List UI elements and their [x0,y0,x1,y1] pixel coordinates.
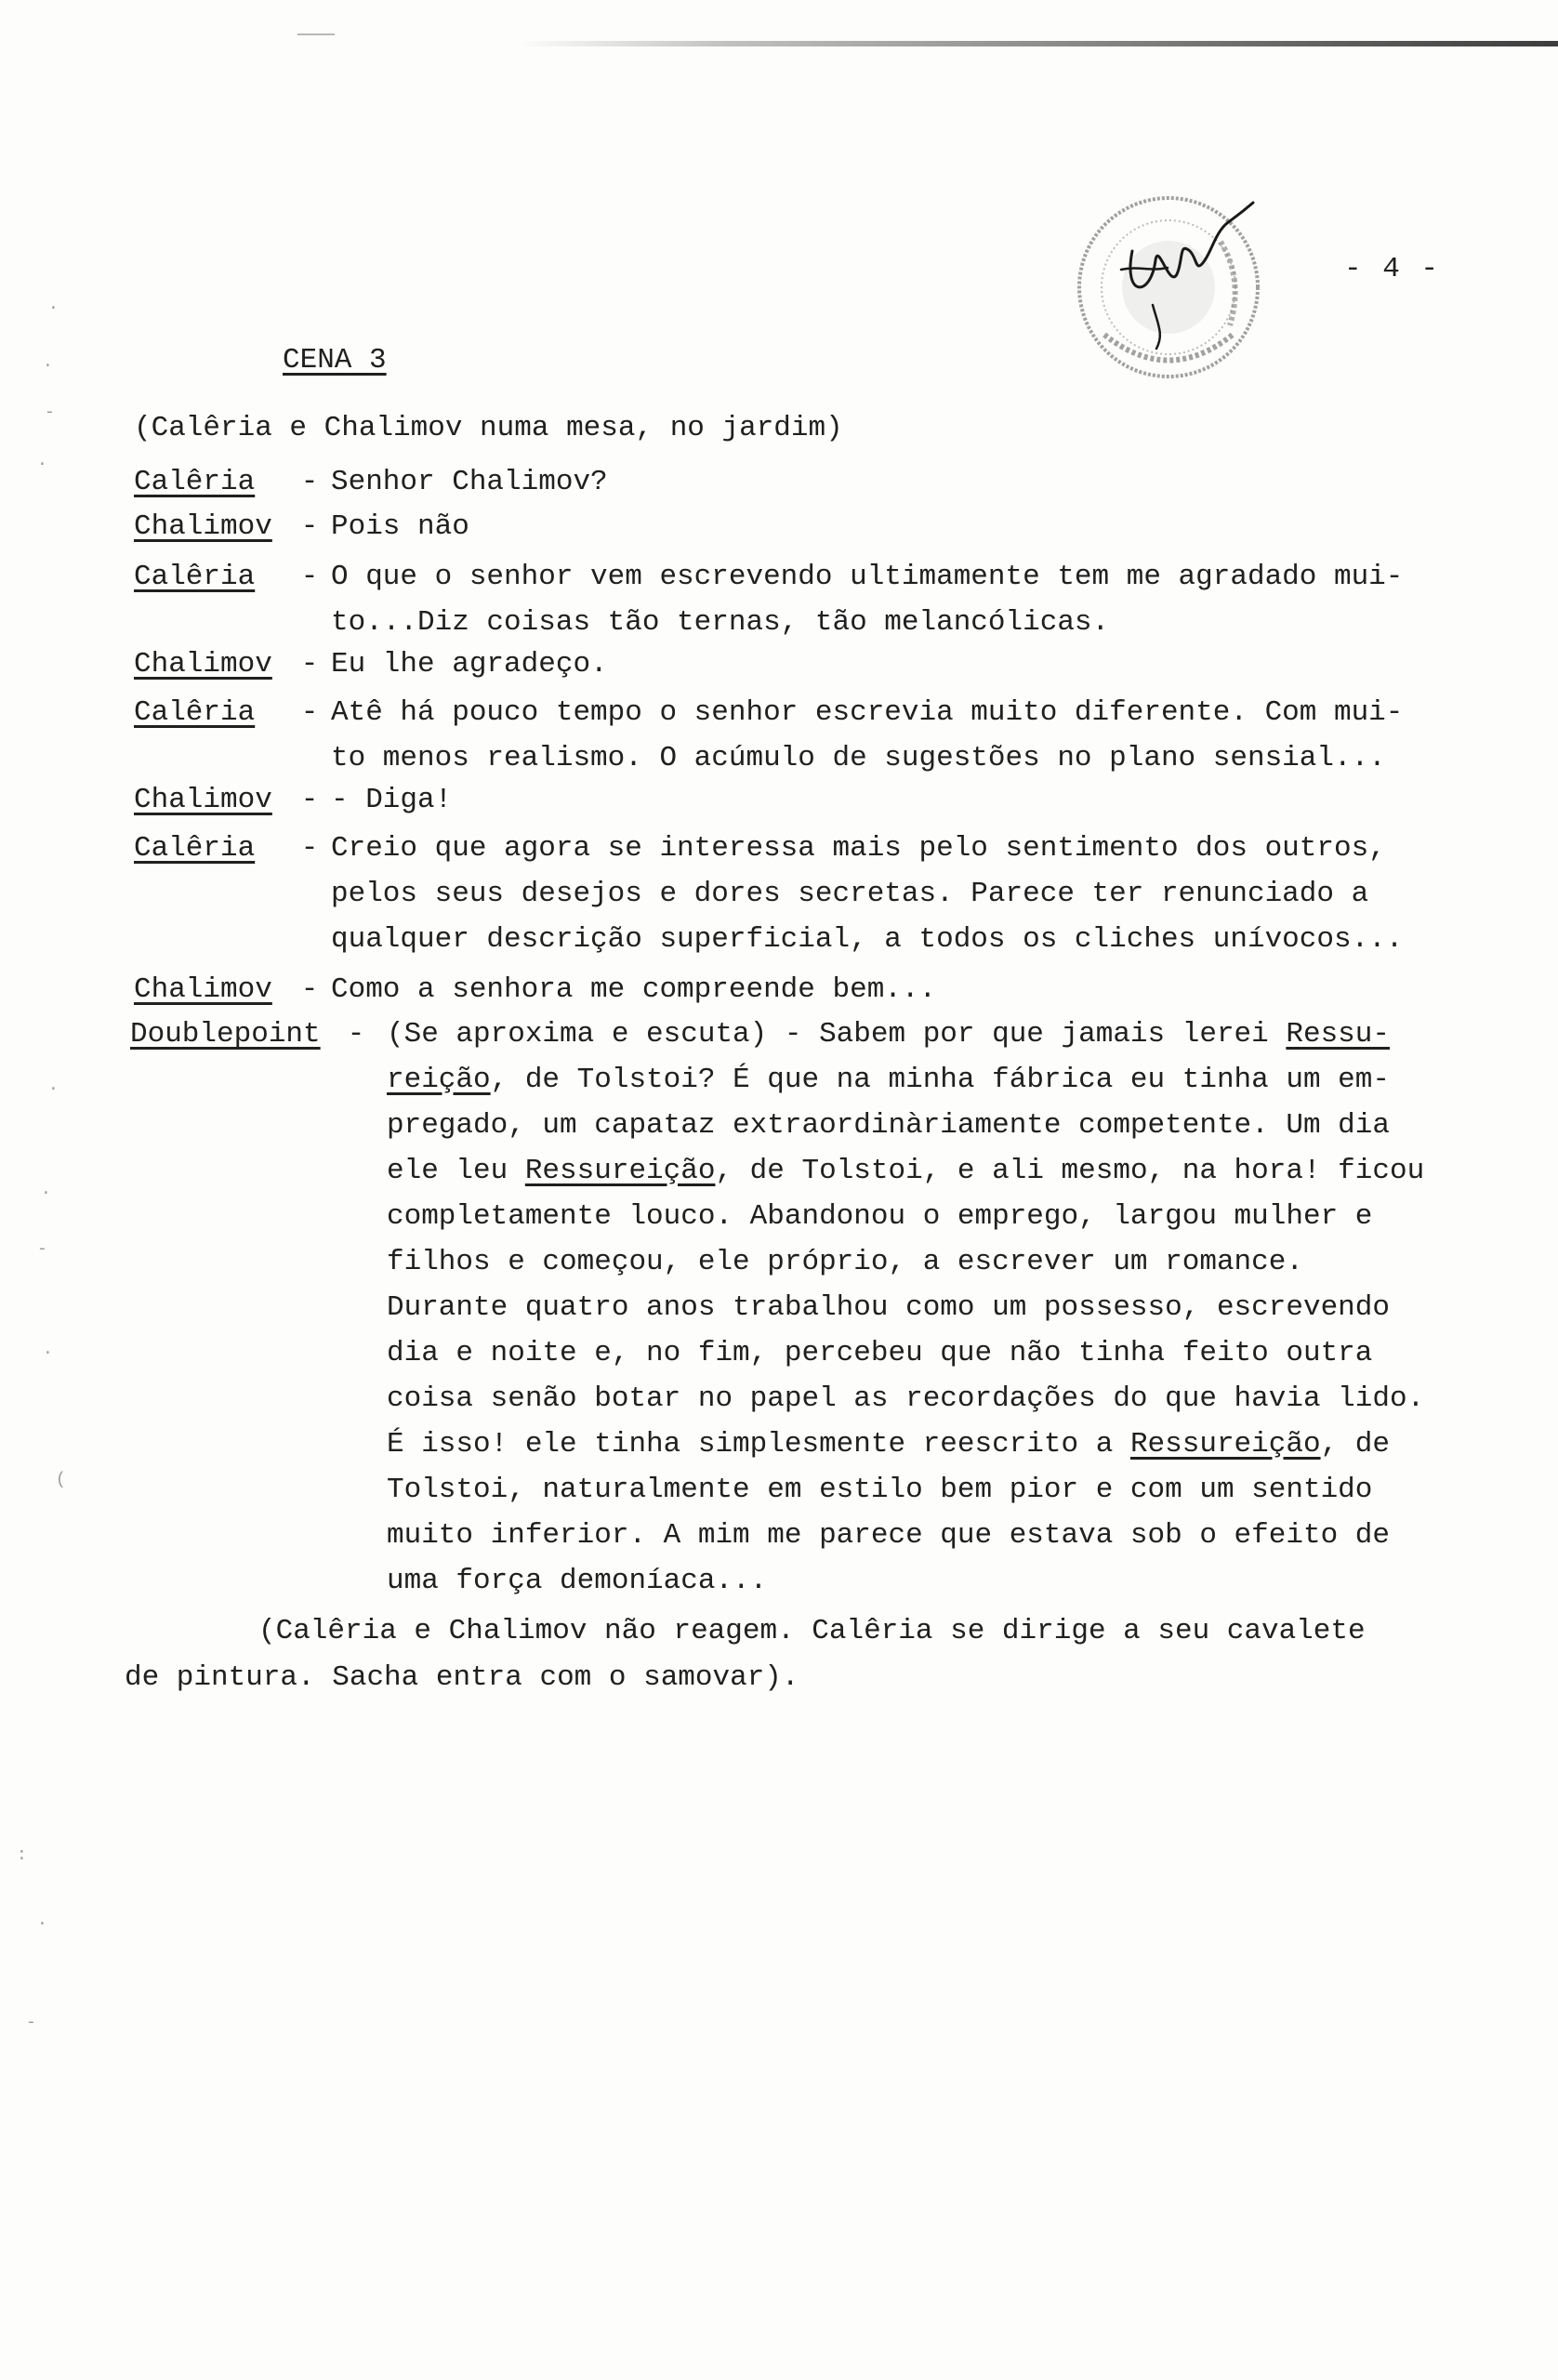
speech-line: to...Diz coisas tão ternas, tão melancólicas. [331,606,1110,639]
speaker-dash: - [300,466,319,498]
scan-speck: · [48,1080,59,1099]
underlined-title: Ressureição [524,1155,716,1187]
scan-speck: ( [56,1471,66,1489]
stage-direction-closing-line2: de pintura. Sacha entra com o samovar). [125,1661,799,1694]
speech-line: É isso! ele tinha simplesmente reescrito a Ressureição, de [387,1428,1390,1461]
speech-line: filhos e começou, ele próprio, a escrever um romance. [387,1246,1303,1278]
speaker-dash: - [300,973,319,1006]
speech-text [331,694,1484,785]
speaker-dash: - [347,1018,365,1051]
speech-line: to menos realismo. O acúmulo de sugestões no plano sensial... [331,742,1386,774]
speech-text [331,558,1484,649]
speaker-name: Chalimov [134,648,272,681]
scan-speck: : [17,1846,27,1865]
underlined-title: reição [387,1064,491,1096]
speech-line: Creio que agora se interessa mais pelo sentimento dos outros, [331,832,1386,865]
scan-speck: . [37,452,47,470]
speech-line: reição, de Tolstoi? É que na minha fábrica eu tinha um em- [387,1064,1390,1096]
stage-direction-opening: (Calêria e Chalimov numa mesa, no jardim) [134,412,843,444]
scan-artifact-top-edge [521,41,1558,46]
scan-speck: · [48,299,59,318]
speaker-name: Calêria [134,561,256,593]
speaker-name: Calêria [134,832,256,865]
speech-text [331,781,1484,826]
scan-speck: · [43,1344,53,1363]
speech-line: ele leu Ressureição, de Tolstoi, e ali mesmo, na hora! ficou [387,1155,1425,1187]
censorship-stamp [1067,186,1270,389]
speech-line: pregado, um capataz extraordinàriamente competente. Um dia [387,1109,1390,1142]
speech-text [387,1015,1502,1607]
page-number: - 4 - [1344,253,1441,285]
speech-line: muito inferior. A mim me parece que estava sob o efeito de [387,1519,1390,1552]
scan-artifact-short [297,33,335,35]
speech-line: Senhor Chalimov? [331,466,608,498]
speech-line: qualquer descrição superficial, a todos os cliches unívocos... [331,923,1404,956]
underlined-title: Ressu- [1286,1018,1390,1051]
speech-line: completamente louco. Abandonou o emprego, largou mulher e [387,1200,1373,1233]
speech-text [331,463,1484,509]
speech-line: Eu lhe agradeço. [331,648,608,681]
scan-speck: - [26,2014,36,2032]
speaker-dash: - [300,648,319,681]
underlined-title: Ressureição [1129,1428,1321,1461]
scan-speck: - [45,403,55,422]
speech-line: Durante quatro anos trabalhou como um possesso, escrevendo [387,1291,1390,1324]
speech-line: dia e noite e, no fim, percebeu que não tinha feito outra [387,1337,1373,1369]
speech-line: - Diga! [331,784,453,816]
speech-line: (Se aproxima e escuta) - Sabem por que jamais lerei Ressu- [387,1018,1390,1051]
speaker-name: Chalimov [134,973,272,1006]
speaker-name: Calêria [134,466,256,498]
scan-speck: · [43,357,53,376]
speech-line: Como a senhora me compreende bem... [331,973,937,1006]
speaker-dash: - [300,510,319,543]
speaker-name: Calêria [134,696,256,729]
speech-line: coisa senão botar no papel as recordações do que havia lido. [387,1382,1425,1415]
scan-speck: · [41,1184,51,1203]
speech-line: Atê há pouco tempo o senhor escrevia muito diferente. Com mui- [331,696,1404,729]
speech-line: Tolstoi, naturalmente em estilo bem pior e com um sentido [387,1474,1373,1506]
scan-speck: · [37,1915,47,1934]
speech-text [331,971,1484,1016]
speech-line: Pois não [331,510,469,543]
speaker-name: Chalimov [134,510,272,543]
speech-text [331,508,1484,553]
speaker-dash: - [300,561,319,593]
speaker-name: Doublepoint [130,1018,321,1051]
speech-line: uma força demoníaca... [387,1565,768,1597]
speech-text [331,645,1484,691]
stage-direction-closing-line1: (Calêria e Chalimov não reagem. Calêria se dirige a seu cavalete [258,1615,1366,1647]
speech-line: O que o senhor vem escrevendo ultimamente tem me agradado mui- [331,561,1404,593]
scene-title: CENA 3 [283,344,387,377]
speaker-name: Chalimov [134,784,272,816]
speaker-dash: - [300,696,319,729]
scan-speck: - [37,1240,47,1259]
speech-text [331,829,1484,966]
speech-line: pelos seus desejos e dores secretas. Parece ter renunciado a [331,878,1369,910]
speaker-dash: - [300,784,319,816]
speaker-dash: - [300,832,319,865]
